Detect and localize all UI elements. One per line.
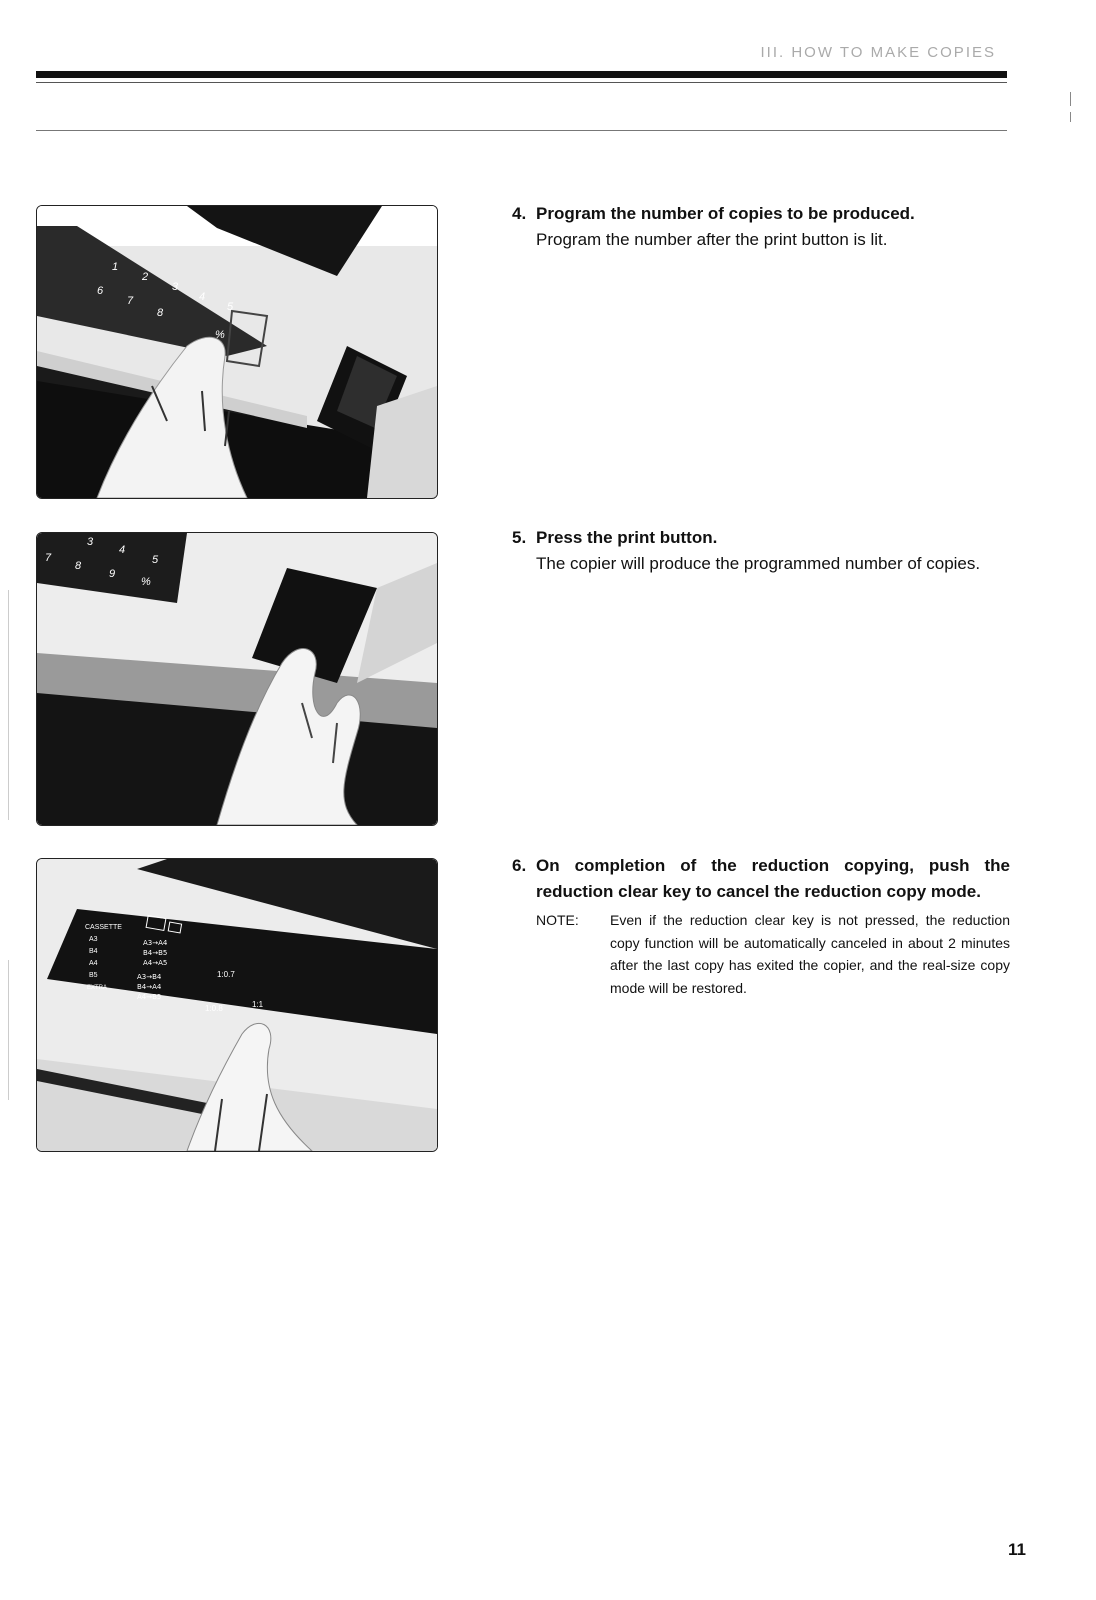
step-number: 4. xyxy=(512,204,527,223)
step-heading: Press the print button. xyxy=(536,528,718,547)
key-5: 5 xyxy=(152,554,159,566)
key-5: 5 xyxy=(227,301,234,313)
step-4 xyxy=(512,201,1010,253)
step-number: 5. xyxy=(512,528,527,547)
ratio-1-1: 1:1 xyxy=(252,1000,264,1009)
key-9: 9 xyxy=(109,568,116,580)
ratio-label: A4→B5 xyxy=(137,993,162,1001)
note-label: NOTE: xyxy=(536,912,579,928)
panel-label-a4: A4 xyxy=(89,960,98,967)
panel-label-b4: B4 xyxy=(89,948,98,955)
step-number: 6. xyxy=(512,856,527,875)
margin-mark xyxy=(8,960,9,1100)
photo-number-keypad xyxy=(36,205,438,499)
key-percent: % xyxy=(215,329,225,341)
key-1: 1 xyxy=(112,261,119,273)
step-heading: On completion of the reduction copying, push the reduction clear key to cancel the reduction copy mode. xyxy=(536,856,1010,901)
key-6: 6 xyxy=(97,285,104,297)
ratio-label: A3→A4 xyxy=(143,939,168,947)
key-4: 4 xyxy=(119,544,126,556)
step-5 xyxy=(512,525,1010,577)
ratio-1-0.7: 1:0.7 xyxy=(217,970,235,979)
ratio-1-0.8: 1:0.8 xyxy=(205,1004,223,1013)
key-2: 2 xyxy=(142,271,149,283)
ratio-label: A4→A5 xyxy=(143,959,168,967)
note xyxy=(536,909,1010,999)
key-3: 3 xyxy=(172,281,179,293)
header-rule-thick xyxy=(36,71,1007,78)
key-7: 7 xyxy=(45,552,52,564)
panel-label-a3: A3 xyxy=(89,936,98,943)
panel-label-extra: EXTRA xyxy=(87,985,108,991)
key-3: 3 xyxy=(87,536,94,548)
panel-label-cassette: CASSETTE xyxy=(85,924,122,931)
margin-mark xyxy=(1070,112,1071,122)
step-6 xyxy=(512,853,1010,999)
margin-mark xyxy=(1070,92,1071,106)
key-8: 8 xyxy=(157,307,164,319)
section-rule xyxy=(36,130,1007,131)
step-body: The copier will produce the programmed number of copies. xyxy=(536,554,981,573)
photo-print-button xyxy=(36,532,438,826)
ratio-label: B4→A4 xyxy=(137,983,162,991)
key-4: 4 xyxy=(199,291,206,303)
header-title: III. HOW TO MAKE COPIES xyxy=(760,44,996,61)
page-number: 11 xyxy=(1008,1540,1026,1559)
photo-reduction-clear-key xyxy=(36,858,438,1152)
step-heading: Program the number of copies to be produced. xyxy=(536,204,915,223)
ratio-label: B4→B5 xyxy=(143,949,168,957)
key-8: 8 xyxy=(75,560,82,572)
ratio-label: A3→B4 xyxy=(137,973,162,981)
panel-label-b5: B5 xyxy=(89,972,98,979)
key-percent: % xyxy=(141,576,151,588)
note-text: Even if the reduction clear key is not pressed, the reduction copy function will be automatically canceled in about 2 minutes after the last copy has exited the copier, and the real-size copy mode will be restored. xyxy=(610,912,1010,996)
step-body: Program the number after the print button is lit. xyxy=(536,230,888,249)
margin-mark xyxy=(8,590,9,820)
header-rule-thin xyxy=(36,82,1007,83)
key-7: 7 xyxy=(127,295,134,307)
